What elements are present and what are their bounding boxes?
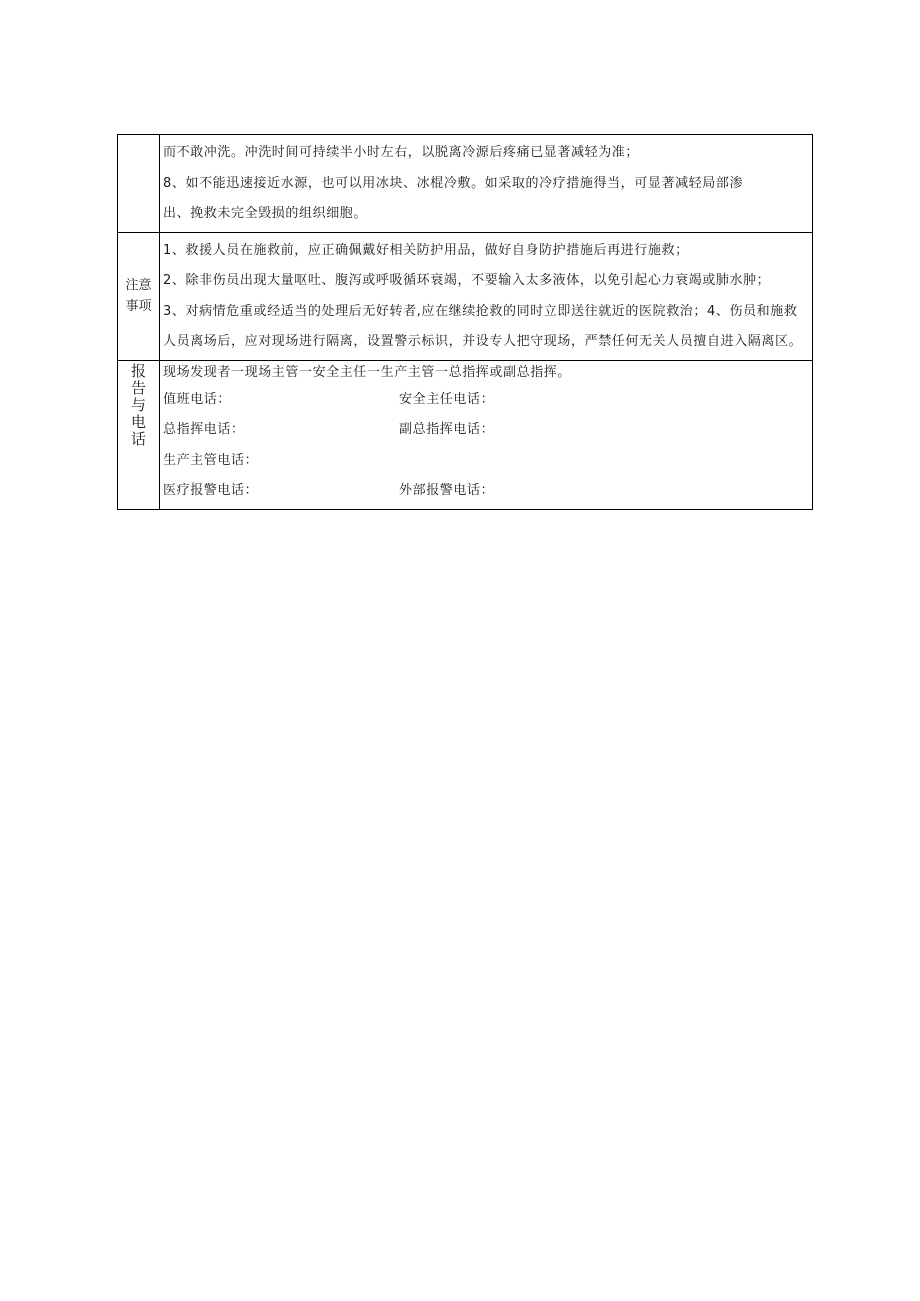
production-manager-phone-label: 生产主管电话：: [163, 452, 259, 468]
treatment-line-1: 而不敢冲洗。冲洗时间可持续半小时左右，以脱离冷源后疼痛已显著减轻为准；: [163, 145, 640, 160]
deputy-commander-phone-label: 副总指挥电话：: [399, 422, 495, 437]
external-alarm-phone-label: 外部报警电话：: [399, 483, 495, 498]
precaution-item-3-4: 3、对病情危重或经适当的处理后无好转者,应在继续抢救的同时立即送往就近的医院救治；4、伤员和施救人员离场后，应对现场进行隔离，设置警示标识，并设专人把守现场，严禁任何无关人员擅自进入隔离区。: [163, 303, 803, 349]
safety-director-phone-label: 安全主任电话：: [399, 391, 495, 407]
table-row-precautions: [118, 232, 813, 360]
report-label-cell: [118, 360, 160, 509]
commander-phone-label: 总指挥电话：: [163, 422, 245, 437]
phone-row-2: [163, 415, 808, 446]
treatment-line-2: 8、如不能迅速接近水源，也可以用冰块、冰棍冷敷。如采取的冷疗措施得当，可显著减轻局部渗: [163, 175, 744, 191]
medical-alarm-phone-label: 医疗报警电话：: [163, 483, 259, 498]
procedure-table: [117, 134, 813, 510]
duty-phone-label: 值班电话：: [163, 391, 232, 407]
table-row-report-phones: [118, 360, 813, 509]
row-label-empty: [118, 135, 160, 233]
precaution-item-1: 1、救援人员在施救前，应正确佩戴好相关防护用品，做好自身防护措施后再进行施救；: [163, 242, 689, 258]
precautions-label: 注意事项: [125, 278, 152, 314]
phone-row-3: [163, 446, 808, 477]
precaution-item-2: 2、除非伤员出现大量呕吐、腹泻或呼吸循环衰竭，不要输入太多液体，以免引起心力衰竭或肺水肿；: [163, 273, 771, 288]
phone-row-1: [163, 385, 808, 416]
report-phones-cell: [160, 360, 813, 509]
precautions-label-cell: [118, 232, 160, 360]
precautions-cell: [160, 232, 813, 360]
treatment-line-3: 出、挽救未完全毁损的组织细胞。: [163, 206, 368, 221]
report-phone-label: 报告与电话: [130, 361, 146, 448]
report-chain: 现场发现者一现场主管一安全主任一生产主管一总指挥或副总指挥。: [163, 364, 572, 380]
cold-treatment-cell: [160, 135, 813, 233]
table-row-cold-treatment: [118, 135, 813, 233]
phone-row-4: [163, 476, 808, 507]
